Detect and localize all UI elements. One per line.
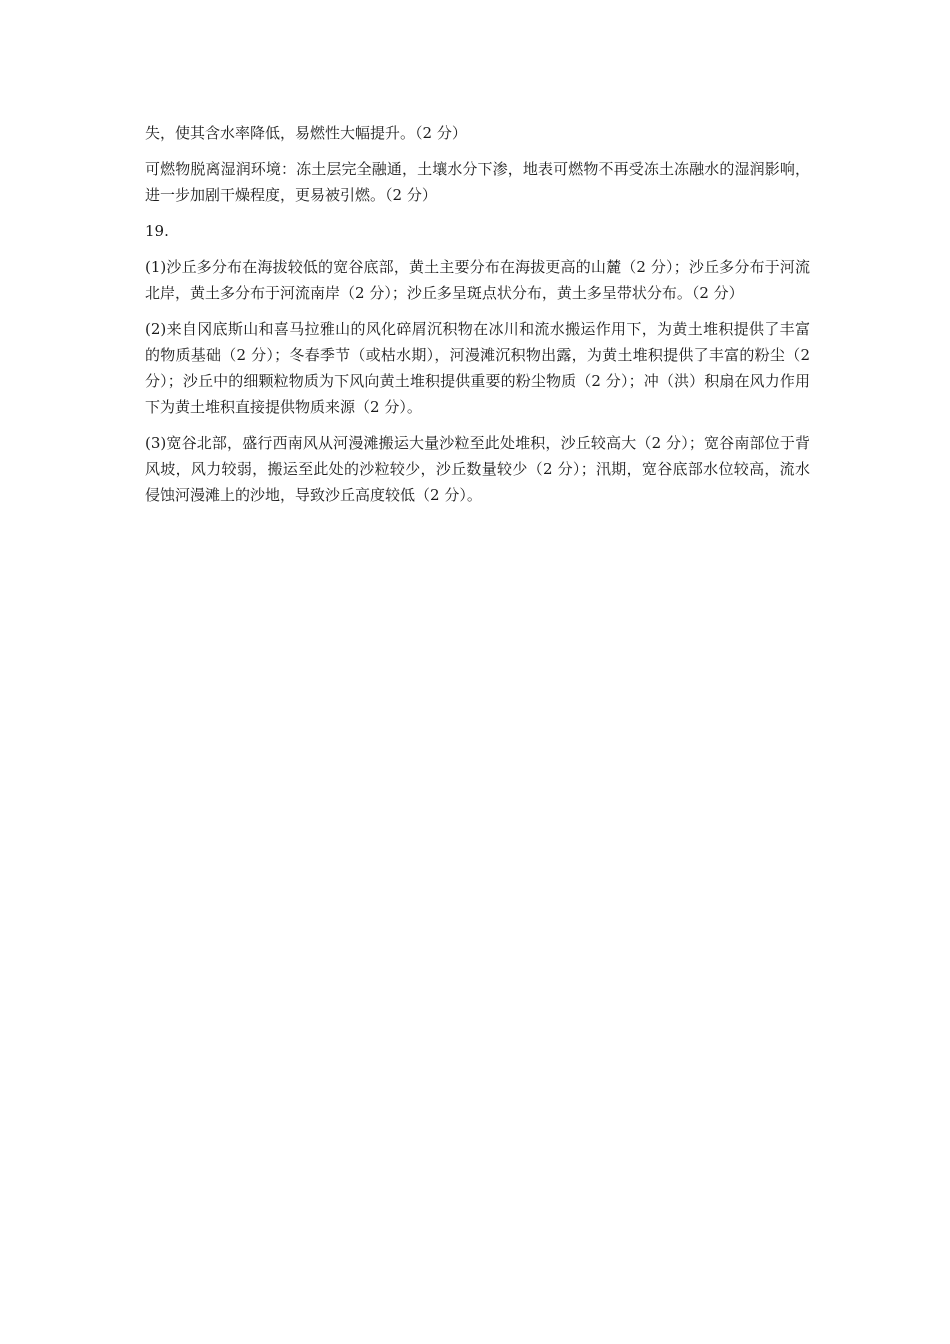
paragraph-combustibles: 可燃物脱离湿润环境：冻土层完全融通，土壤水分下渗，地表可燃物不再受冻土冻融水的湿润影响，进一步加剧干燥程度，更易被引燃。（2 分） xyxy=(145,160,810,204)
answer-part-3: (3)宽谷北部，盛行西南风从河漫滩搬运大量沙粒至此处堆积，沙丘较高大（2 分）；宽谷南部位于背风坡，风力较弱，搬运至此处的沙粒较少，沙丘数量较少（2 分）；汛期，宽谷底部水位较高，流水侵蚀河漫滩上的沙地，导致沙丘高度较低（2 分）。 xyxy=(145,434,810,504)
answer-part-1: (1)沙丘多分布在海拔较低的宽谷底部，黄土主要分布在海拔更高的山麓（2 分）；沙丘多分布于河流北岸，黄土多分布于河流南岸（2 分）；沙丘多呈斑点状分布，黄土多呈带状分布。（2 分） xyxy=(145,258,810,302)
question-number: 19. xyxy=(145,222,169,240)
answer-content xyxy=(145,120,810,518)
answer-part-2: (2)来自冈底斯山和喜马拉雅山的风化碎屑沉积物在冰川和流水搬运作用下，为黄土堆积提供了丰富的物质基础（2 分）；冬春季节（或枯水期），河漫滩沉积物出露，为黄土堆积提供了丰富的粉尘（2 分）；沙丘中的细颗粒物质为下风向黄土堆积提供重要的粉尘物质（2 分）；冲（洪）积扇在风力作用下为黄土堆积直接提供物质来源（2 分）。 xyxy=(145,320,810,416)
paragraph-flammability: 失，使其含水率降低，易燃性大幅提升。（2 分） xyxy=(145,124,467,142)
